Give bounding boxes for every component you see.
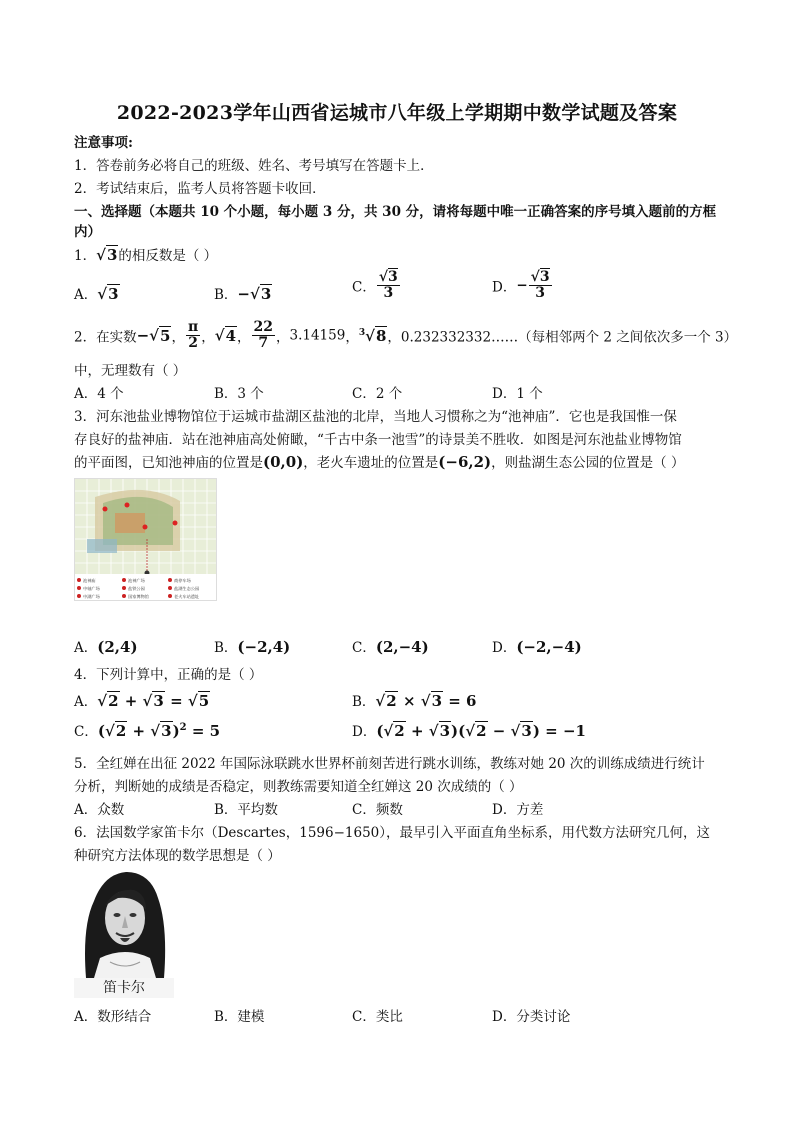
museum-map [74, 478, 217, 601]
section1-heading-line2: 内） [74, 224, 101, 240]
q6-stem-line2: 种研究方法体现的数学思想是（ ） [74, 848, 281, 864]
descartes-portrait [74, 866, 174, 998]
q3-coord-train: (−6,2) [438, 453, 492, 471]
q1-option-b: B．−√3 [214, 285, 272, 303]
q3-option-c: C．(2,−4) [352, 638, 429, 656]
legend-item-5: 盐铁公园 [128, 586, 145, 591]
q4-option-a: A．√2 + √3 = √5 [74, 692, 210, 710]
legend-item-1: 池神庙 [83, 578, 96, 583]
q6-option-b: B．建模 [214, 1009, 265, 1025]
museum-map-graphic [75, 479, 216, 600]
legend-item-3: 商停车场 [174, 578, 191, 583]
legend-item-2: 池神广场 [128, 578, 145, 583]
q3-stem-line2: 存良好的盐神庙．站在池神庙高处俯瞰，“千古中条一池雪”的诗景美不胜收．如图是河东池盐业博物馆 [74, 432, 682, 448]
q1-sqrt: √3 [96, 246, 118, 264]
q1-option-d: D．− $\frac{√3}{3}$ [492, 269, 550, 301]
q5-option-d: D．方差 [492, 802, 544, 818]
notice-heading: 注意事项: [74, 135, 133, 151]
q5-stem-line2: 分析，判断她的成绩是否稳定，则教练需要知道全红婵这 20 次成绩的（ ） [74, 779, 523, 795]
q3-option-b: B．(−2,4) [214, 638, 291, 656]
q2-option-b: B．3 个 [214, 386, 264, 402]
legend-item-4: 中轴广场 [83, 586, 100, 591]
q4-option-c: C．$(√2 + √3)^2 = 5$ [74, 722, 221, 740]
notice-item-1: 1．答卷前务必将自己的班级、姓名、考号填写在答题卡上． [74, 158, 434, 174]
q5-stem-line1: 5．全红婵在出征 2022 年国际泳联跳水世界杯前刻苦进行跳水训练，教练对她 20 次的训练成绩进行统计 [74, 756, 705, 772]
notice-item-2: 2．考试结束后，监考人员将答题卡收回． [74, 181, 326, 197]
q4-option-d: D．(√2 + √3)(√2 − √3) = −1 [352, 722, 586, 740]
q4-option-b: B．√2 × √3 = 6 [352, 692, 477, 710]
q3-option-d: D．(−2,−4) [492, 638, 582, 656]
q5-option-b: B．平均数 [214, 802, 278, 818]
q2-option-a: A．4 个 [74, 386, 124, 402]
q4-stem: 4．下列计算中，正确的是（ ） [74, 667, 263, 683]
q3-stem-line3: 的平面图，已知池神庙的位置是(0,0)，老火车遗址的位置是(−6,2)，则盐湖生态公园的位置是（ ） [74, 453, 685, 471]
page-title: 2022-2023学年山西省运城市八年级上学期期中数学试题及答案 [116, 102, 678, 124]
legend-item-9: 老火车站遗址 [174, 594, 200, 599]
q1-stem [74, 244, 217, 264]
legend-item-6: 盐湖生态公园 [174, 586, 200, 591]
legend-item-8: 国家博物馆 [128, 594, 149, 599]
q6-option-a: A．数形结合 [74, 1009, 152, 1025]
q2-stem-line1: 2．在实数−√5， $\frac{\pi}{2}$ ，√4， $\frac{22}{7}$ ，3.14159，$^3$√8，0.232332332……（每相邻两个 2 之间依次多一个 3） [74, 319, 738, 351]
q5-option-a: A．众数 [74, 802, 125, 818]
q3-stem-line1: 3．河东池盐业博物馆位于运城市盐湖区盐池的北岸，当地人习惯称之为“池神庙”．它也是我国惟一保 [74, 409, 677, 425]
section1-heading-line1: 一、选择题（本题共 10 个小题，每小题 3 分，共 30 分，请将每题中唯一正确答案的序号填入题前的方框 [74, 204, 717, 220]
q2-option-c: C．2 个 [352, 386, 403, 402]
legend-item-7: 中湖广场 [83, 594, 100, 599]
q6-option-d: D．分类讨论 [492, 1009, 571, 1025]
q5-option-c: C．频数 [352, 802, 403, 818]
q1-number: 1． [74, 248, 97, 264]
portrait-caption: 笛卡尔 [74, 978, 174, 998]
q2-stem-line2: 中，无理数有（ ） [74, 363, 187, 379]
q6-option-c: C．类比 [352, 1009, 403, 1025]
descartes-portrait-graphic [74, 866, 174, 978]
q1-stem-text: 的相反数是（ ） [118, 248, 218, 264]
q2-option-d: D．1 个 [492, 386, 543, 402]
q1-option-c: C． $\frac{√3}{3}$ [352, 269, 398, 301]
q3-coord-temple: (0,0) [263, 453, 304, 471]
q3-option-a: A．(2,4) [74, 638, 138, 656]
q1-option-a: A．√3 [74, 285, 119, 303]
q6-stem-line1: 6．法国数学家笛卡尔（Descartes，1596−1650），最早引入平面直角坐标系，用代数方法研究几何，这 [74, 825, 711, 841]
